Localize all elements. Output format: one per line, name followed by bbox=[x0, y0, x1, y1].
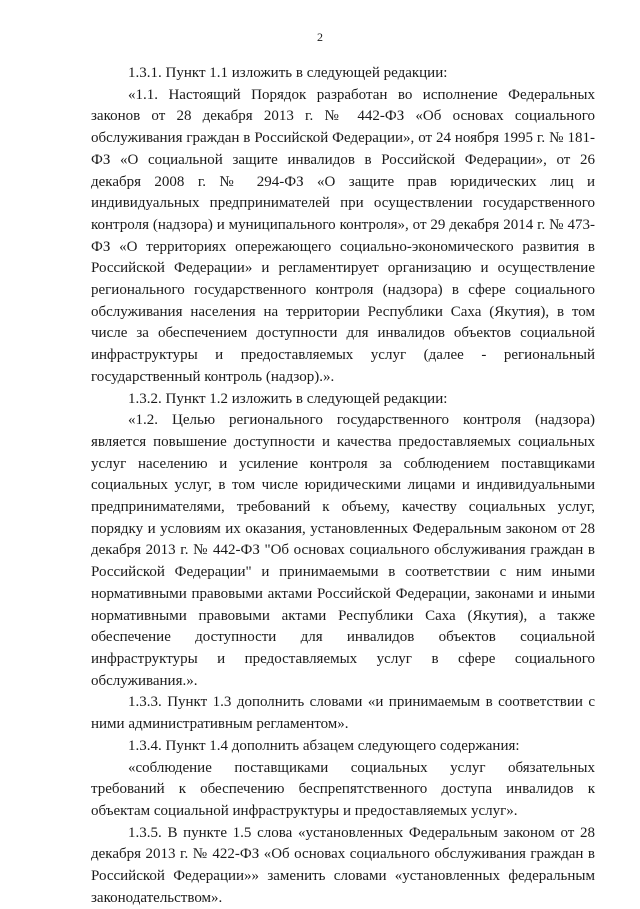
paragraph-1-4-addition: «соблюдение поставщиками социальных услуг обязательных требований к обеспечению беспрепятственного доступа инвалидов к объектам социальной инфраструктуры и предоставляемых услуг». bbox=[91, 759, 595, 819]
paragraph-1-2-text: «1.2. Целью регионального государственного контроля (надзора) является повышение доступности и качества предоставляемых социальных услуг населению и усиление контроля за соблюдением поставщиками социальных услуг, в том числе юридическими лицами и индивидуальными предпринимателями, требований к объему, качеству социальных услуг, порядку и условиям их оказания, установленных Федеральным законом от 28 декабря 2013 г. № 442-ФЗ "Об основах социального обслуживания граждан в Российской Федерации" и принимаемыми в соответствии с ним иными нормативными правовыми актами Российской Федерации, законами и иными нормативными правовыми актами Республики Саха (Якутия), а также обеспечение доступности для инвалидов объектов социальной инфраструктуры и предоставляемых услуг в сфере социального обслуживания.». bbox=[91, 412, 595, 689]
paragraph-1-3-4: 1.3.4. Пункт 1.4 дополнить абзацем следующего содержания: bbox=[128, 737, 520, 754]
paragraph-1-1-text: «1.1. Настоящий Порядок разработан во исполнение Федеральных законов от 28 декабря 2013 г. № 442-ФЗ «Об основах социального обслуживания граждан в Российской Федерации», от 24 ноября 1995 г. № 181-ФЗ «О социальной защите инвалидов в Российской Федерации», от 26 декабря 2008 г. № 294-ФЗ «О защите прав юридических лиц и индивидуальных предпринимателей при осуществлении государственного контроля (надзора) и муниципального контроля», от 29 декабря 2014 г. № 473-ФЗ «О территориях опережающего социально-экономического развития в Российской Федерации» и регламентирует организацию и осуществление регионального государственного контроля (надзора) в сфере социального обслуживания населения на территории Республики Саха (Якутия), в том числе за обеспечением доступности для инвалидов объектов социальной инфраструктуры и предоставляемых услуг (далее - региональный государственный контроль (надзор).». bbox=[91, 86, 595, 385]
paragraph-1-3-3: 1.3.3. Пункт 1.3 дополнить словами «и принимаемым в соответствии с ними административным регламентом». bbox=[91, 694, 595, 733]
document-body bbox=[91, 63, 595, 909]
page-number: 2 bbox=[317, 30, 323, 44]
paragraph-1-3-5: 1.3.5. В пункте 1.5 слова «установленных Федеральным законом от 28 декабря 2013 г. № 422-ФЗ «Об основах социального обслуживания граждан в Российской Федерации»» заменить словами «установленных федеральным законодательством». bbox=[91, 824, 595, 906]
paragraph-1-3-2: 1.3.2. Пункт 1.2 изложить в следующей редакции: bbox=[128, 390, 448, 407]
paragraph-1-3-1: 1.3.1. Пункт 1.1 изложить в следующей редакции: bbox=[128, 65, 448, 81]
